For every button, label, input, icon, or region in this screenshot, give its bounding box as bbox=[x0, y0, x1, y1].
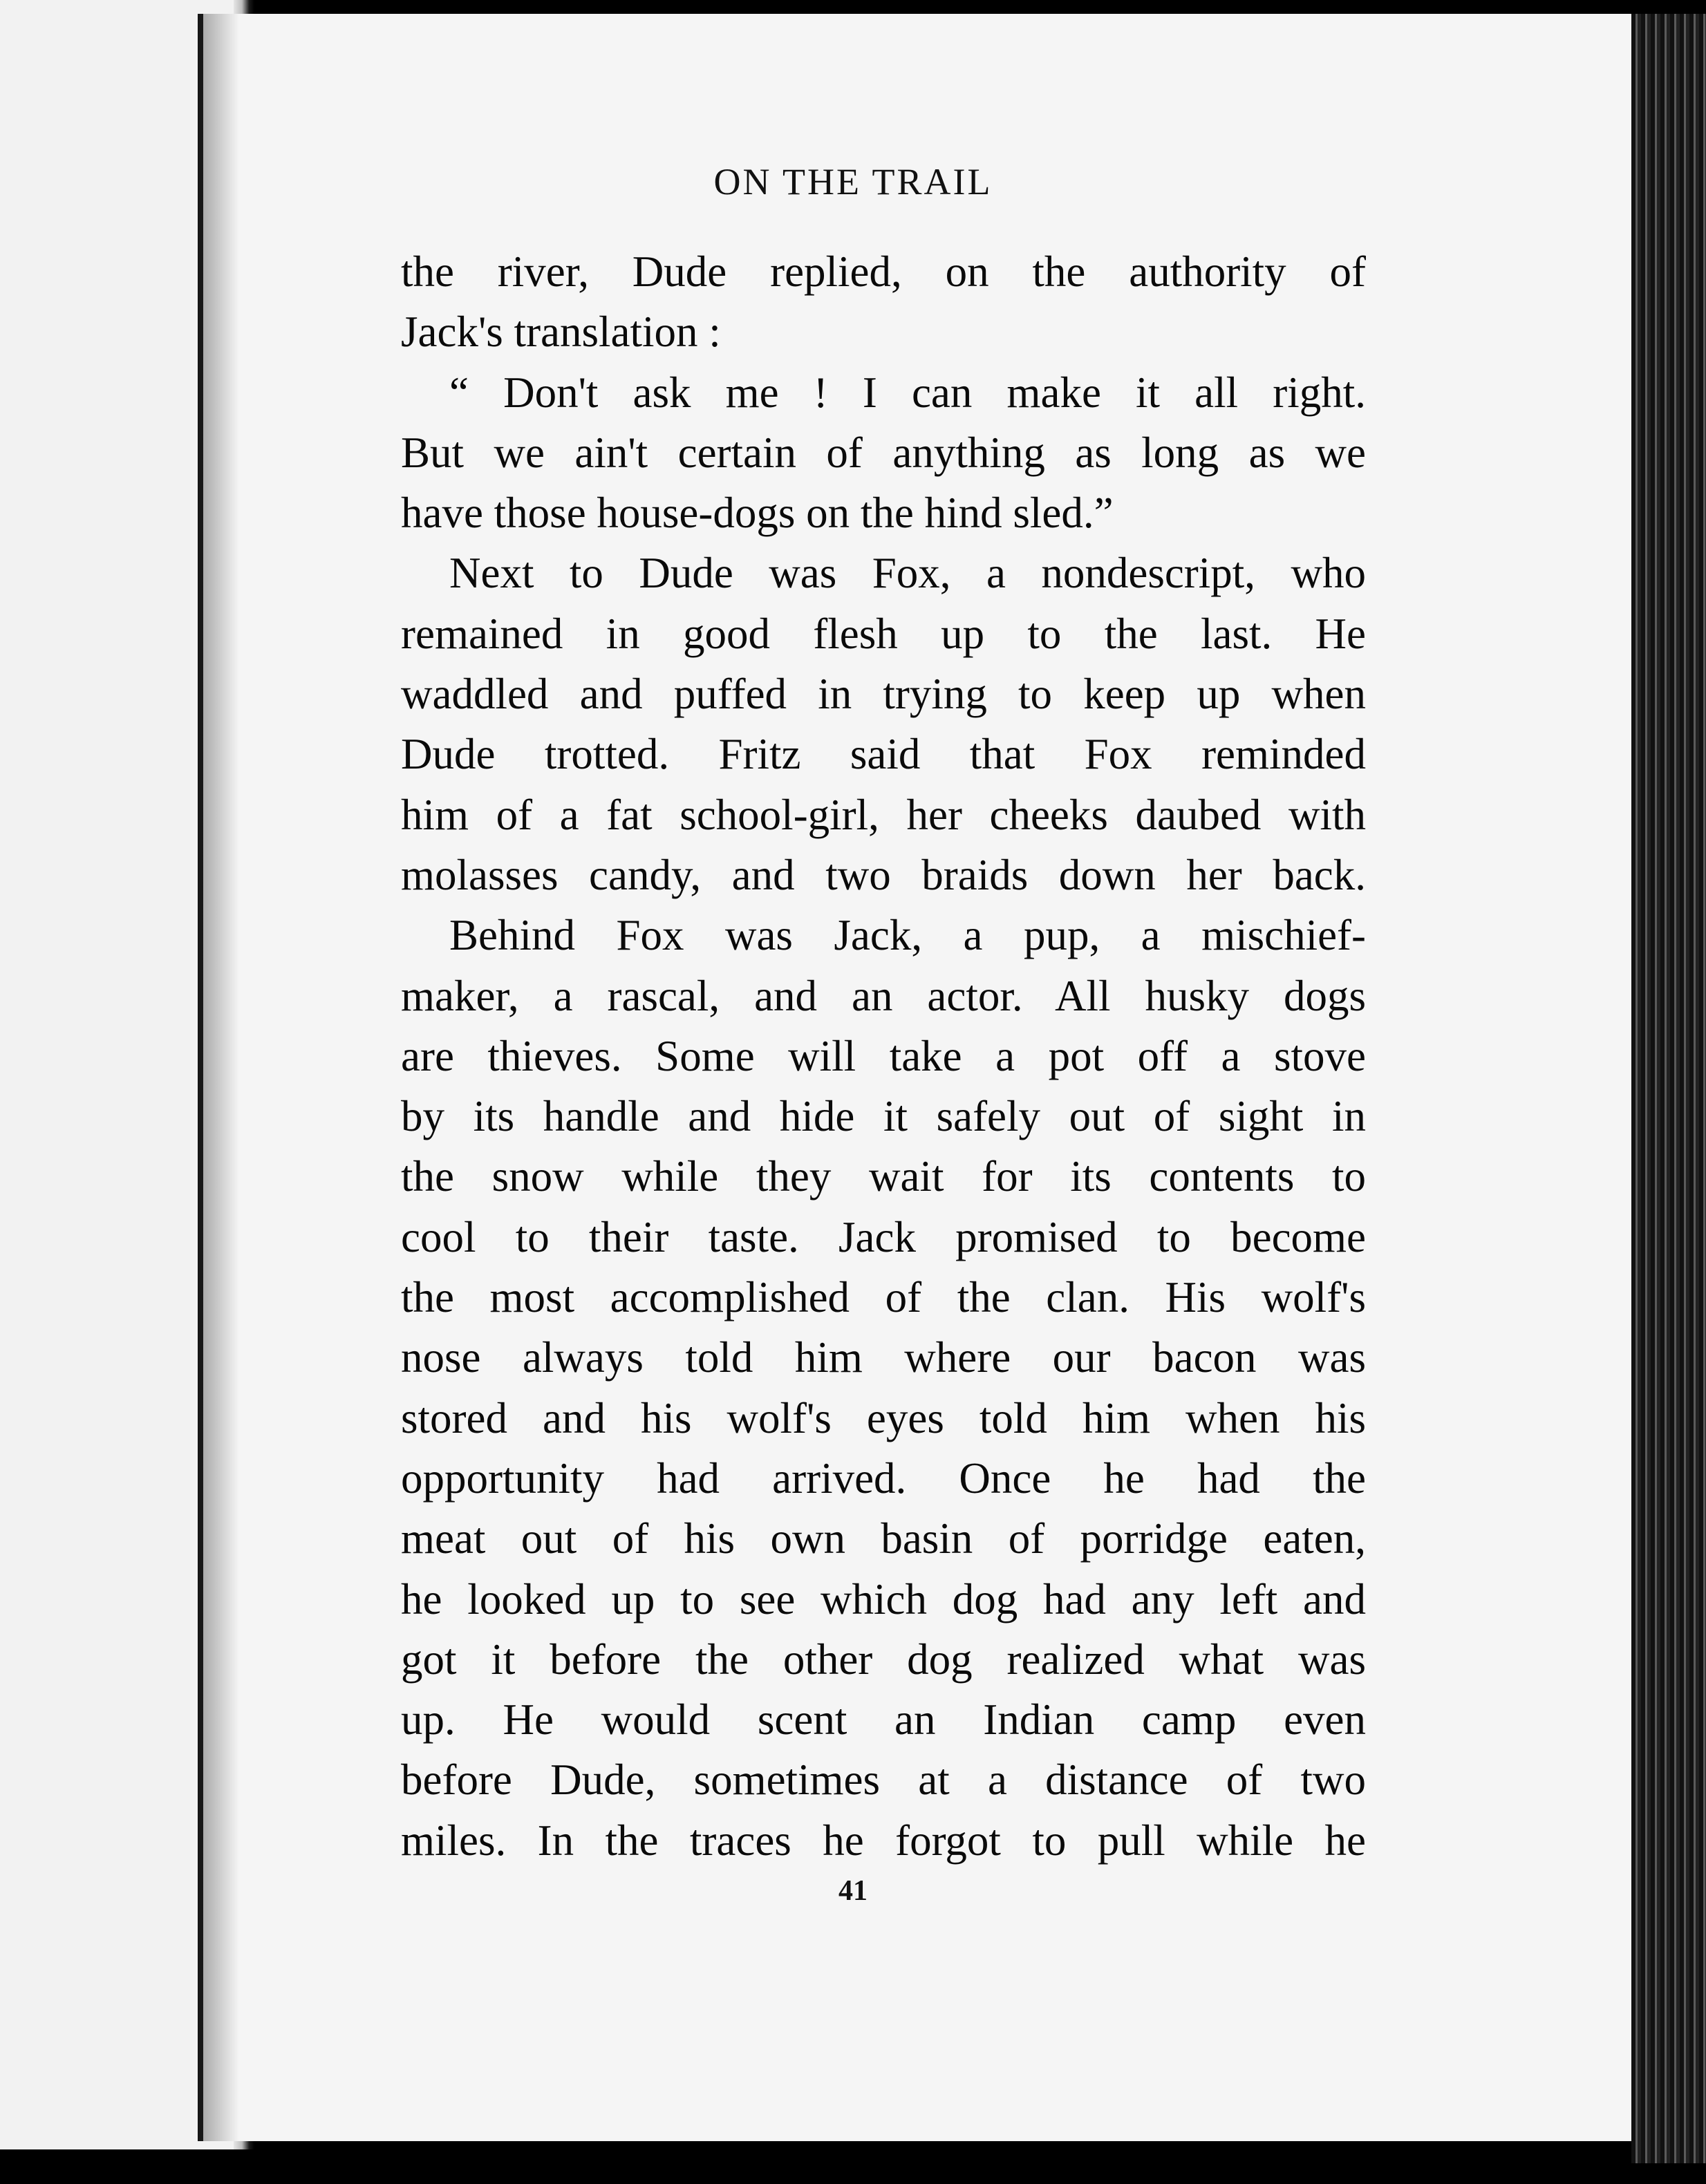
text-line: Next to Dude was Fox, a nondescript, who bbox=[449, 549, 1366, 598]
text-line: molasses candy, and two braids down her back. bbox=[401, 850, 1366, 899]
text-line: nose always told him where our bacon was bbox=[401, 1333, 1366, 1382]
text-line: “ Don't ask me ! I can make it all right. bbox=[449, 368, 1366, 417]
text-line: cool to their taste. Jack promised to become bbox=[401, 1212, 1366, 1261]
text-line: Jack's translation : bbox=[401, 308, 721, 357]
text-line: stored and his wolf's eyes told him when his bbox=[401, 1393, 1366, 1442]
text-line: before Dude, sometimes at a distance of two bbox=[401, 1755, 1366, 1805]
text-line: opportunity had arrived. Once he had the bbox=[401, 1453, 1366, 1503]
text-line: the most accomplished of the clan. His wolf's bbox=[401, 1273, 1366, 1322]
text-line: But we ain't certain of anything as long as we bbox=[401, 428, 1366, 477]
text-line: the snow while they wait for its contents to bbox=[401, 1152, 1366, 1201]
page-number: 41 bbox=[838, 1875, 868, 1907]
text-line: miles. In the traces he forgot to pull while he bbox=[401, 1816, 1366, 1865]
text-line: by its handle and hide it safely out of sight in bbox=[401, 1092, 1366, 1141]
text-line: maker, a rascal, and an actor. All husky dogs bbox=[401, 971, 1366, 1020]
text-line: got it before the other dog realized what was bbox=[401, 1635, 1366, 1684]
text-line: the river, Dude replied, on the authority of bbox=[401, 247, 1366, 296]
body-text bbox=[401, 242, 1366, 1871]
text-line: he looked up to see which dog had any left and bbox=[401, 1574, 1366, 1623]
text-line: him of a fat school-girl, her cheeks daubed with bbox=[401, 790, 1366, 839]
text-line: Behind Fox was Jack, a pup, a mischief- bbox=[449, 911, 1366, 960]
text-line: waddled and puffed in trying to keep up when bbox=[401, 670, 1366, 719]
running-head: ON THE TRAIL bbox=[713, 161, 993, 203]
text-line: meat out of his own basin of porridge eaten, bbox=[401, 1514, 1366, 1563]
text-line: Dude trotted. Fritz said that Fox reminded bbox=[401, 730, 1366, 779]
text-line: remained in good flesh up to the last. He bbox=[401, 609, 1366, 658]
text-line: have those house-dogs on the hind sled.” bbox=[401, 489, 1114, 538]
page-stack-edge bbox=[1631, 14, 1706, 2163]
text-line: up. He would scent an Indian camp even bbox=[401, 1695, 1366, 1744]
text-line: are thieves. Some will take a pot off a stove bbox=[401, 1031, 1366, 1080]
